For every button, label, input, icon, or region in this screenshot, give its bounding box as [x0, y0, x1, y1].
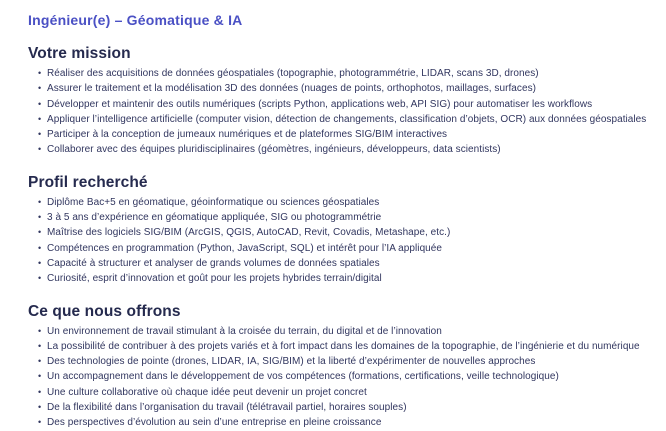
list-item: • La possibilité de contribuer à des projets variés et à fort impact dans les domaines de la topographie, de l’ingénierie et du numérique	[47, 339, 656, 354]
section-heading-profil-recherche: Profil recherché	[28, 173, 148, 191]
section-votre-mission	[28, 44, 656, 158]
list-item: • Des perspectives d’évolution au sein d’une entreprise en pleine croissance	[47, 415, 656, 430]
section-ce-que-nous-offrons	[28, 302, 656, 431]
bullet-list-profil-recherche	[28, 195, 656, 287]
list-item: • Collaborer avec des équipes pluridisciplinaires (géomètres, ingénieurs, développeurs, data scientists)	[47, 142, 656, 157]
bullet-list-ce-que-nous-offrons	[28, 324, 656, 431]
list-item: • Capacité à structurer et analyser de grands volumes de données spatiales	[47, 256, 656, 271]
page-title: Ingénieur(e) – Géomatique & IA	[28, 12, 243, 28]
list-item: • Un accompagnement dans le développement de vos compétences (formations, certifications, veille technologique)	[47, 369, 656, 384]
bullet-list-votre-mission	[28, 66, 656, 158]
list-item: • 3 à 5 ans d’expérience en géomatique appliquée, SIG ou photogrammétrie	[47, 210, 656, 225]
list-item: • Diplôme Bac+5 en géomatique, géoinformatique ou sciences géospatiales	[47, 195, 656, 210]
list-item: • Développer et maintenir des outils numériques (scripts Python, applications web, API SIG) pour automatiser les workflows	[47, 97, 656, 112]
section-heading-votre-mission: Votre mission	[28, 45, 131, 62]
list-item: • Des technologies de pointe (drones, LIDAR, IA, SIG/BIM) et la liberté d’expérimenter de nouvelles approches	[47, 354, 656, 369]
section-heading-ce-que-nous-offrons: Ce que nous offrons	[28, 302, 181, 320]
list-item: • Maîtrise des logiciels SIG/BIM (ArcGIS, QGIS, AutoCAD, Revit, Covadis, Metashape, etc.)	[47, 225, 656, 240]
list-item: • Curiosité, esprit d’innovation et goût pour les projets hybrides terrain/digital	[47, 271, 656, 286]
list-item: • Assurer le traitement et la modélisation 3D des données (nuages de points, orthophotos, maillages, surfaces)	[47, 81, 656, 96]
list-item: • Participer à la conception de jumeaux numériques et de plateformes SIG/BIM interactives	[47, 127, 656, 142]
list-item: • Compétences en programmation (Python, JavaScript, SQL) et intérêt pour l’IA appliquée	[47, 241, 656, 256]
list-item: • De la flexibilité dans l’organisation du travail (télétravail partiel, horaires souples)	[47, 400, 656, 415]
list-item: • Appliquer l’intelligence artificielle (computer vision, détection de changements, classification d’objets, OCR) aux données géospatiales	[47, 112, 656, 127]
list-item: • Un environnement de travail stimulant à la croisée du terrain, du digital et de l’innovation	[47, 324, 656, 339]
section-profil-recherche	[28, 173, 656, 287]
list-item: • Réaliser des acquisitions de données géospatiales (topographie, photogrammétrie, LIDAR, scans 3D, drones)	[47, 66, 656, 81]
list-item: • Une culture collaborative où chaque idée peut devenir un projet concret	[47, 385, 656, 400]
